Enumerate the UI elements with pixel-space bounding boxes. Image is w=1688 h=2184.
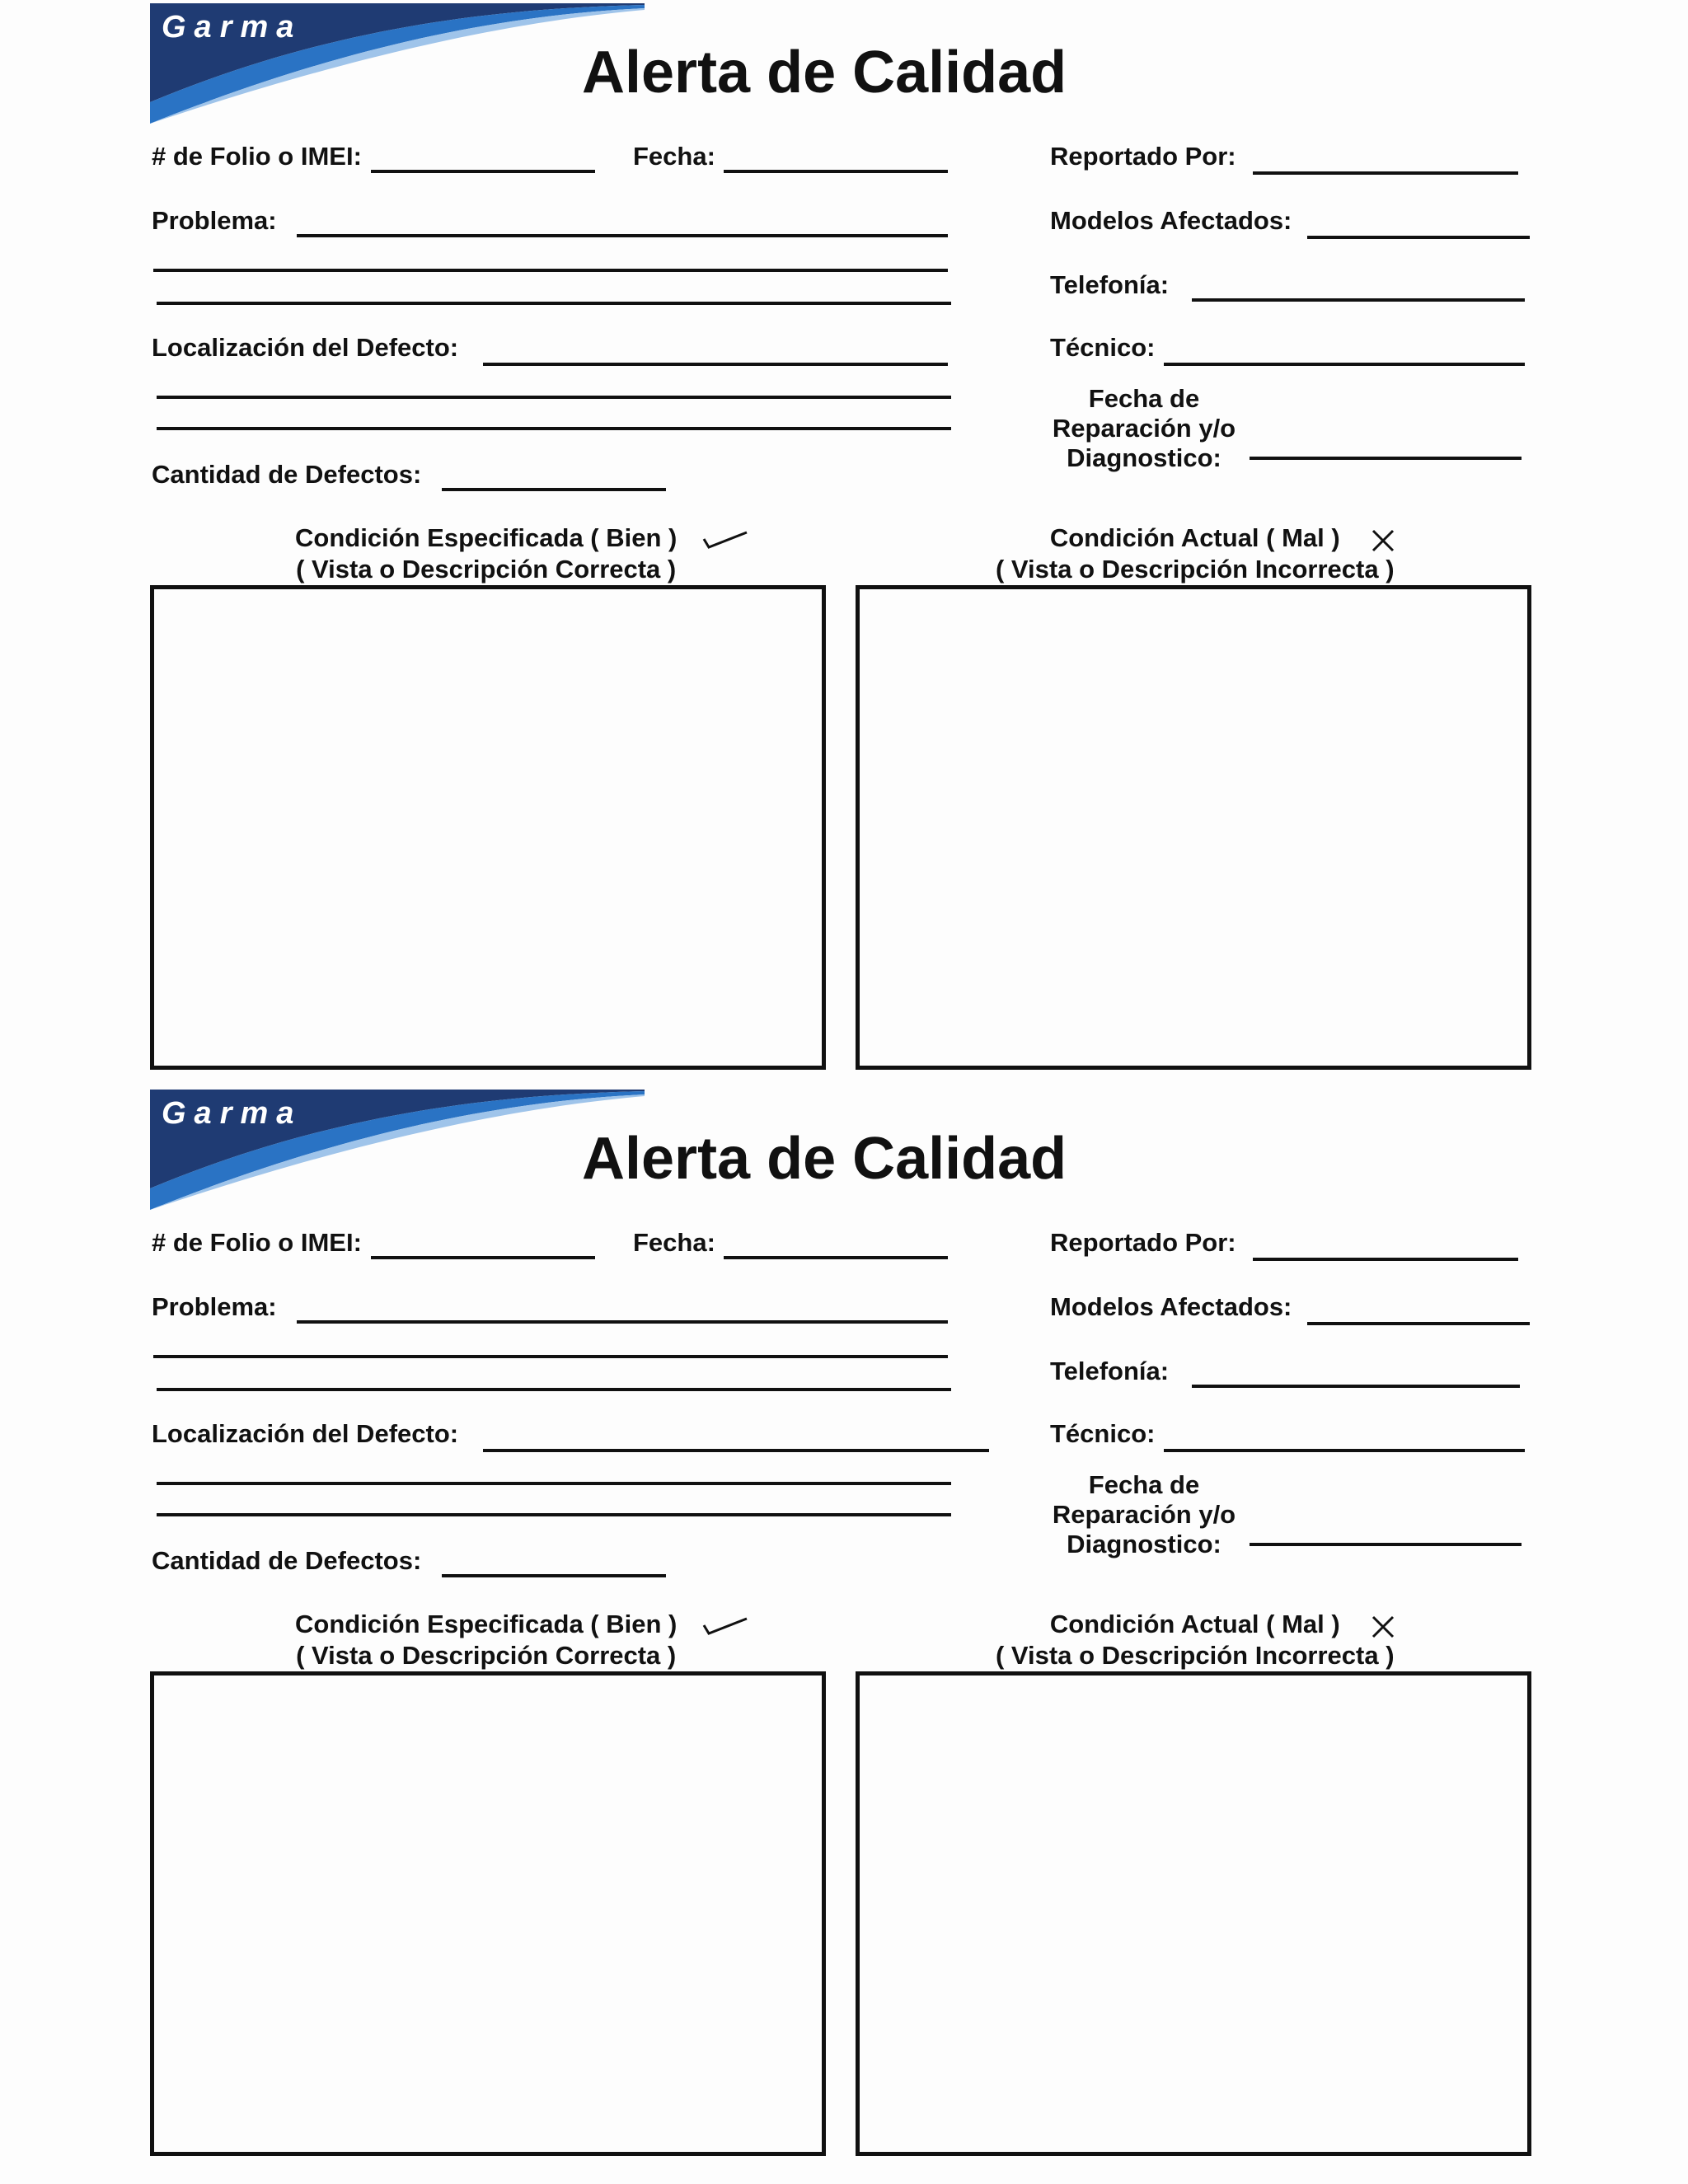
- folio-label: # de Folio o IMEI:: [152, 142, 362, 171]
- x-icon: [1370, 527, 1396, 554]
- reportado-field[interactable]: [1253, 171, 1518, 175]
- reportado-field[interactable]: [1253, 1258, 1518, 1261]
- condicion-especificada-title: Condición Especificada ( Bien ): [295, 1610, 678, 1638]
- localizacion-field-line-2[interactable]: [157, 1482, 951, 1485]
- incorrect-view-box[interactable]: [856, 1671, 1531, 2156]
- modelos-field[interactable]: [1307, 1322, 1530, 1325]
- modelos-label: Modelos Afectados:: [1050, 1292, 1292, 1321]
- incorrect-view-box[interactable]: [856, 585, 1531, 1070]
- fecha-reparacion-label: Fecha de Reparación y/o Diagnostico:: [1052, 1470, 1236, 1558]
- condicion-especificada-subtitle: ( Vista o Descripción Correcta ): [296, 1641, 677, 1670]
- localizacion-label: Localización del Defecto:: [152, 333, 459, 362]
- tecnico-field[interactable]: [1164, 363, 1525, 366]
- condicion-especificada-title: Condición Especificada ( Bien ): [295, 523, 678, 552]
- fecha-label: Fecha:: [633, 142, 715, 171]
- fecha-field[interactable]: [724, 170, 948, 173]
- localizacion-field-line-3[interactable]: [157, 427, 951, 430]
- problema-field[interactable]: [297, 234, 948, 237]
- condicion-especificada-caption: [295, 1609, 677, 1671]
- condicion-actual-title: Condición Actual ( Mal ): [1049, 1610, 1340, 1638]
- problema-field-line-2[interactable]: [153, 1355, 948, 1358]
- x-icon: [1370, 1614, 1396, 1640]
- fecha-field[interactable]: [724, 1256, 948, 1259]
- condicion-actual-subtitle: ( Vista o Descripción Incorrecta ): [996, 1641, 1395, 1670]
- localizacion-field-line-3[interactable]: [157, 1513, 951, 1516]
- cantidad-field[interactable]: [442, 488, 666, 491]
- reportado-label: Reportado Por:: [1050, 142, 1236, 171]
- problema-label: Problema:: [152, 1292, 277, 1321]
- form-title: Alerta de Calidad: [582, 1126, 1067, 1192]
- telefonia-field[interactable]: [1192, 1385, 1520, 1388]
- brand-name: Garma: [162, 10, 302, 45]
- brand-name: Garma: [162, 1096, 302, 1131]
- form-title: Alerta de Calidad: [582, 40, 1067, 105]
- correct-view-box[interactable]: [150, 585, 826, 1070]
- telefonia-label: Telefonía:: [1050, 1357, 1170, 1385]
- condicion-especificada-subtitle: ( Vista o Descripción Correcta ): [296, 555, 677, 583]
- reportado-label: Reportado Por:: [1050, 1228, 1236, 1257]
- localizacion-label: Localización del Defecto:: [152, 1419, 459, 1448]
- problema-field-line-3[interactable]: [157, 302, 951, 305]
- quality-alert-form-2: [0, 1086, 1688, 2172]
- condicion-actual-title: Condición Actual ( Mal ): [1049, 523, 1340, 552]
- tecnico-field[interactable]: [1164, 1449, 1525, 1452]
- localizacion-field[interactable]: [483, 363, 948, 366]
- telefonia-field[interactable]: [1192, 298, 1525, 302]
- problema-field-line-3[interactable]: [157, 1388, 951, 1391]
- folio-field[interactable]: [371, 1256, 595, 1259]
- cantidad-label: Cantidad de Defectos:: [152, 1546, 422, 1575]
- tecnico-label: Técnico:: [1050, 333, 1156, 362]
- check-icon: [701, 1614, 750, 1637]
- fecha-reparacion-label: Fecha de Reparación y/o Diagnostico:: [1052, 384, 1236, 472]
- condicion-actual-caption: [996, 523, 1395, 585]
- correct-view-box[interactable]: [150, 1671, 826, 2156]
- quality-alert-form-1: [0, 0, 1688, 1086]
- modelos-field[interactable]: [1307, 236, 1530, 239]
- problema-field[interactable]: [297, 1320, 948, 1324]
- check-icon: [701, 527, 750, 551]
- folio-field[interactable]: [371, 170, 595, 173]
- localizacion-field[interactable]: [483, 1449, 989, 1452]
- modelos-label: Modelos Afectados:: [1050, 206, 1292, 235]
- telefonia-label: Telefonía:: [1050, 270, 1170, 299]
- cantidad-field[interactable]: [442, 1574, 666, 1577]
- fecha-reparacion-field[interactable]: [1250, 1543, 1522, 1546]
- condicion-especificada-caption: [295, 523, 677, 585]
- condicion-actual-caption: [996, 1609, 1395, 1671]
- localizacion-field-line-2[interactable]: [157, 396, 951, 399]
- problema-label: Problema:: [152, 206, 277, 235]
- fecha-reparacion-field[interactable]: [1250, 457, 1522, 460]
- garma-logo: [150, 1090, 645, 1210]
- fecha-label: Fecha:: [633, 1228, 715, 1257]
- cantidad-label: Cantidad de Defectos:: [152, 460, 422, 489]
- folio-label: # de Folio o IMEI:: [152, 1228, 362, 1257]
- garma-logo: [150, 3, 645, 124]
- condicion-actual-subtitle: ( Vista o Descripción Incorrecta ): [996, 555, 1395, 583]
- tecnico-label: Técnico:: [1050, 1419, 1156, 1448]
- problema-field-line-2[interactable]: [153, 269, 948, 272]
